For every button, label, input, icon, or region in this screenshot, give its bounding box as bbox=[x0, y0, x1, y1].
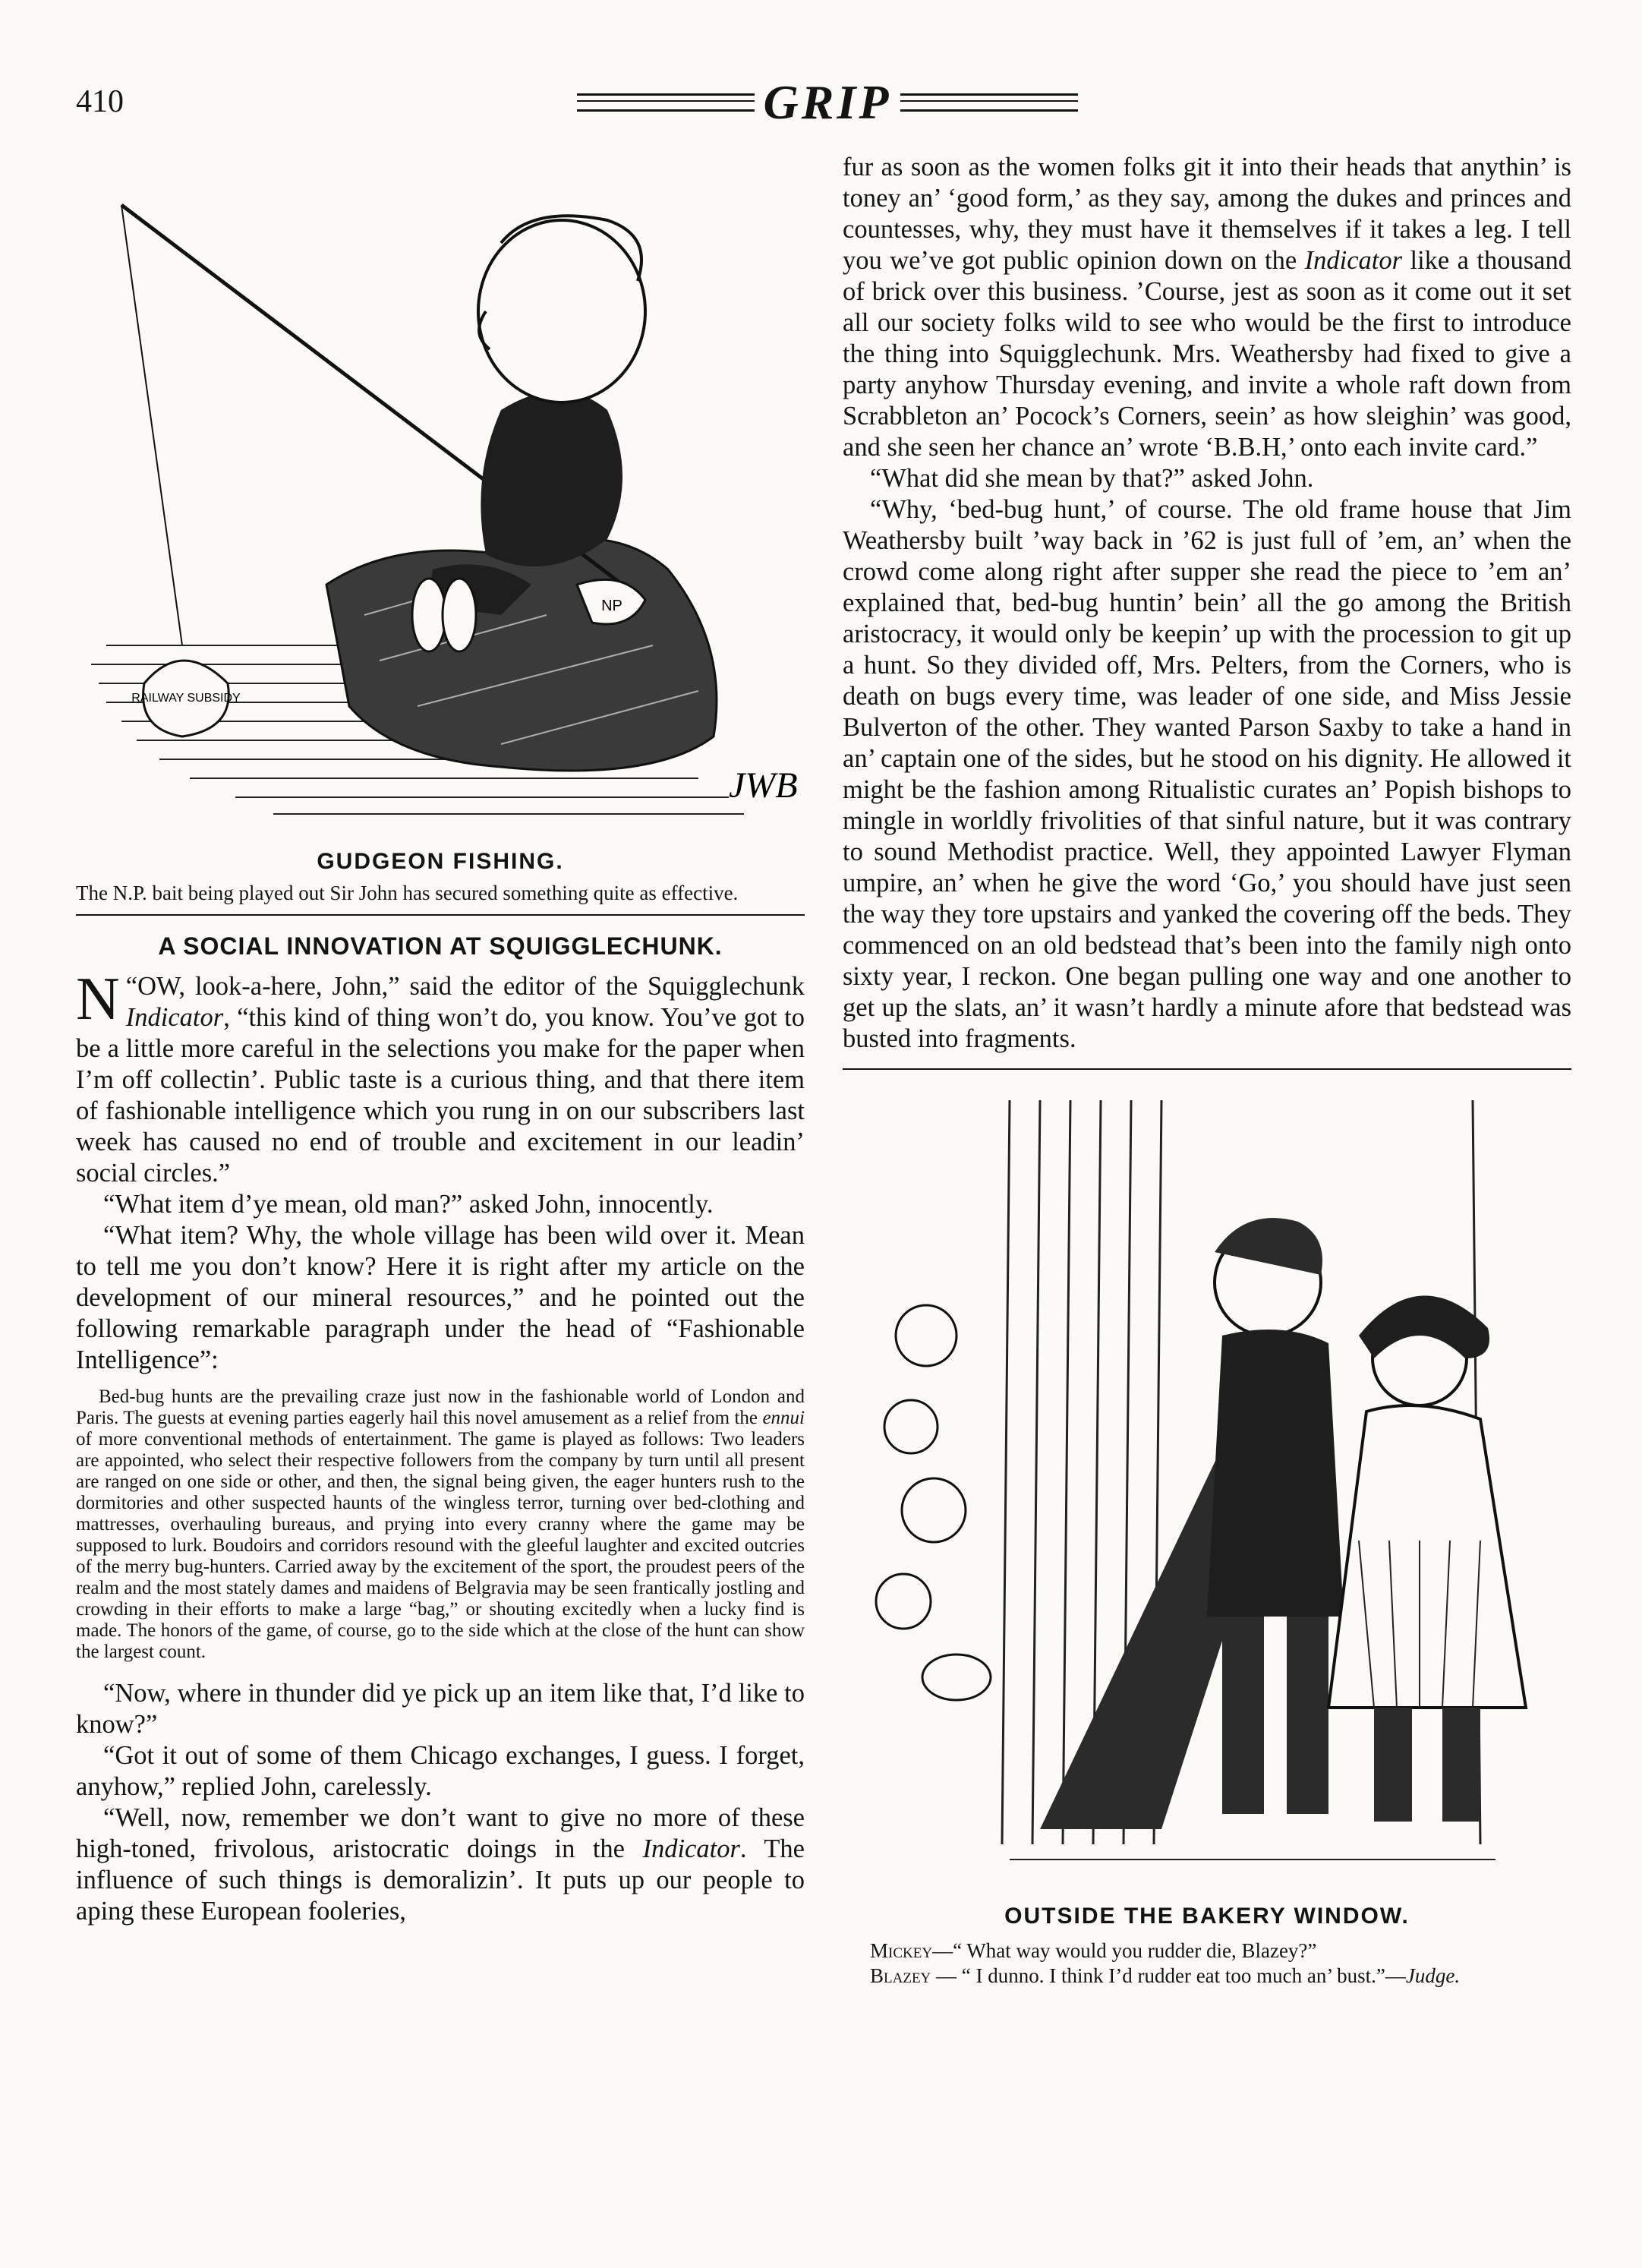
article-continued-2: “What did she mean by that?” asked John. bbox=[870, 464, 1314, 493]
figure-head bbox=[478, 220, 645, 402]
masthead-rule-right bbox=[900, 93, 1078, 112]
page-number: 410 bbox=[76, 84, 124, 119]
gudgeon-fishing-cartoon bbox=[76, 159, 805, 835]
girl-dress bbox=[1328, 1405, 1526, 1708]
fishing-cartoon-drawing bbox=[76, 159, 805, 835]
masthead-rule-left bbox=[577, 93, 755, 112]
article-paragraph-6: “Well, now, remember we don’t want to give no more of these high-toned, frivolous, aristocratic doings in the Indicator. The influence of such things is demoralizin’. It puts up our people to aping these European fooleries, bbox=[76, 1803, 805, 1926]
article-paragraph-3: “What item? Why, the whole village has been wild over it. Mean to tell me you don’t know? Here it is right after my article on the development of our mineral resources,” and he pointed out the following remarkable paragraph under the head of “Fashionable Intelligence”: bbox=[76, 1221, 805, 1374]
left-column bbox=[76, 159, 805, 1927]
fishing-line bbox=[121, 205, 182, 645]
cartoon1-caption-text: The N.P. bait being played out Sir John has secured something quite as effective. bbox=[76, 882, 739, 904]
article-continued-1: fur as soon as the women folks git it into their heads that anythin’ is toney an’ ‘good form,’ as they say, among the dukes and princes and countesses, why, they must have it themselves if it takes a leg. I tell you we’ve got public opinion down on the Indicator like a thousand of brick over this business. ’Course, jest as soon as it come out it set all our society folks wild to see who would be the first to introduce the thing into Squigglechunk. Mrs. Weathersby had fixed to give a party anyhow Thursday evening, and invite a whole raft down from Scrabbleton an’ Pocock’s Corners, seein’ as how sleighin’ was good, and she seen her chance an’ wrote ‘B.B.H,’ onto each invite card.” bbox=[843, 153, 1571, 462]
boy-body bbox=[1207, 1330, 1344, 1617]
dialogue-line-2: Blazey — “ I dunno. I think I’d rudder eat too much an’ bust.”—Judge. bbox=[870, 1964, 1461, 1987]
article-paragraph-1: “ N OW, look-a-here, John,” said the editor of the Squigglechunk Indicator, “this kind of thing won’t do, you know. You’ve got to be a little more careful in the selections you make for the paper when I’m off collectin’. Public taste is a curious thing, and that there item of fashionable intelligence which you rung in on our subscribers last week has caused no end of trouble and excitement in our leadin’ social circles.” bbox=[76, 966, 805, 1188]
masthead-title: GRIP bbox=[763, 75, 892, 129]
article-paragraph-2: “What item d’ye mean, old man?” asked John, innocently. bbox=[103, 1190, 714, 1219]
section-rule-right bbox=[843, 1068, 1571, 1070]
article-title: A SOCIAL INNOVATION AT SQUIGGLECHUNK. bbox=[158, 932, 723, 960]
rock-shape bbox=[326, 538, 717, 771]
bakery-window-cartoon bbox=[843, 1085, 1571, 1890]
figure-body bbox=[481, 391, 622, 566]
artist-signature: JWB bbox=[729, 765, 798, 806]
article-paragraph-4: “Now, where in thunder did ye pick up an item like that, I’d like to know?” bbox=[76, 1679, 805, 1739]
bag-label: RAILWAY SUBSIDY bbox=[131, 692, 241, 705]
cartoon2-caption-title: OUTSIDE THE BAKERY WINDOW. bbox=[1004, 1904, 1410, 1929]
quoted-item-text: Bed-bug hunts are the prevailing craze just now in the fashionable world of London and Paris. The guests at evening parties eagerly hail this novel amusement as a relief from the ennui of more conventional methods of entertainment. The game is played as follows: Two leaders are appointed, who select their respective followers from the company by turn until all present are ranged on one side or other, and then, the signal being given, the eager hunters rush to the dormitories and other suspected haunts of the wingless terror, turning over bed-clothing and mattresses, overhauling bureaus, and prying into every cranny where the game may be supposed to lurk. Boudoirs and corridors resound with the gleeful laughter and excited outcries of the merry bug-hunters. Carried away by the excitement of the sport, the proudest peers of the realm and the most stately dames and maidens of Belgravia may be seen frantically jostling and crowding in their efforts to make a large “bag,” or shouting excitedly when a lucky find is made. The honors of the game, of course, go to the side which at the close of the hunt can show the largest count. bbox=[76, 1386, 805, 1662]
right-column bbox=[843, 152, 1571, 1989]
article-continued-3: “Why, ‘bed-bug hunt,’ of course. The old frame house that Jim Weathersby built ’way back in ’62 is just full of ’em, an’ when the crowd come along right after supper she read the piece to ’em an’ explained that, bed-bug huntin’ bein’ all the go among the British aristocracy, it would only be keepin’ up with the procession to git up a hunt. So they divided off, Mrs. Pelters, from the Corners, who is death on bugs every time, was leader of one side, and Miss Jessie Bulverton of the other. They wanted Parson Saxby to take a hand in an’ captain one of the sides, but he stood on his dignity. He allowed it might be the fashion among Ritualistic curates an’ Popish bishops to mingle in worldly frivolities of that sinful nature, but it was contrary to sound Methodist practice. Well, they appointed Lawyer Flyman umpire, an’ when he give the word ‘Go,’ you should have just seen the way they tore upstairs and yanked the covering off the beds. They commenced on an old bedstead that’s been into the family nigh onto sixty year, I reckon. One began pulling one way and one another to get up the slats, an’ it wasn’t hardly a minute afore that bedstead was busted into fragments. bbox=[843, 495, 1571, 1053]
section-rule bbox=[76, 914, 805, 916]
article-paragraph-5: “Got it out of some of them Chicago exchanges, I guess. I forget, anyhow,” replied John, carelessly. bbox=[76, 1741, 805, 1801]
dialogue-line-1: Mickey—“ What way would you rudder die, Blazey?” bbox=[870, 1939, 1317, 1962]
masthead bbox=[577, 76, 1078, 129]
np-tag-label: NP bbox=[601, 598, 622, 614]
bakery-cartoon-drawing bbox=[843, 1085, 1571, 1890]
quoted-item bbox=[76, 1386, 805, 1663]
cartoon1-caption-title: GUDGEON FISHING. bbox=[317, 849, 564, 874]
drop-cap: N bbox=[76, 966, 120, 1033]
pastries-in-window bbox=[876, 1305, 991, 1700]
